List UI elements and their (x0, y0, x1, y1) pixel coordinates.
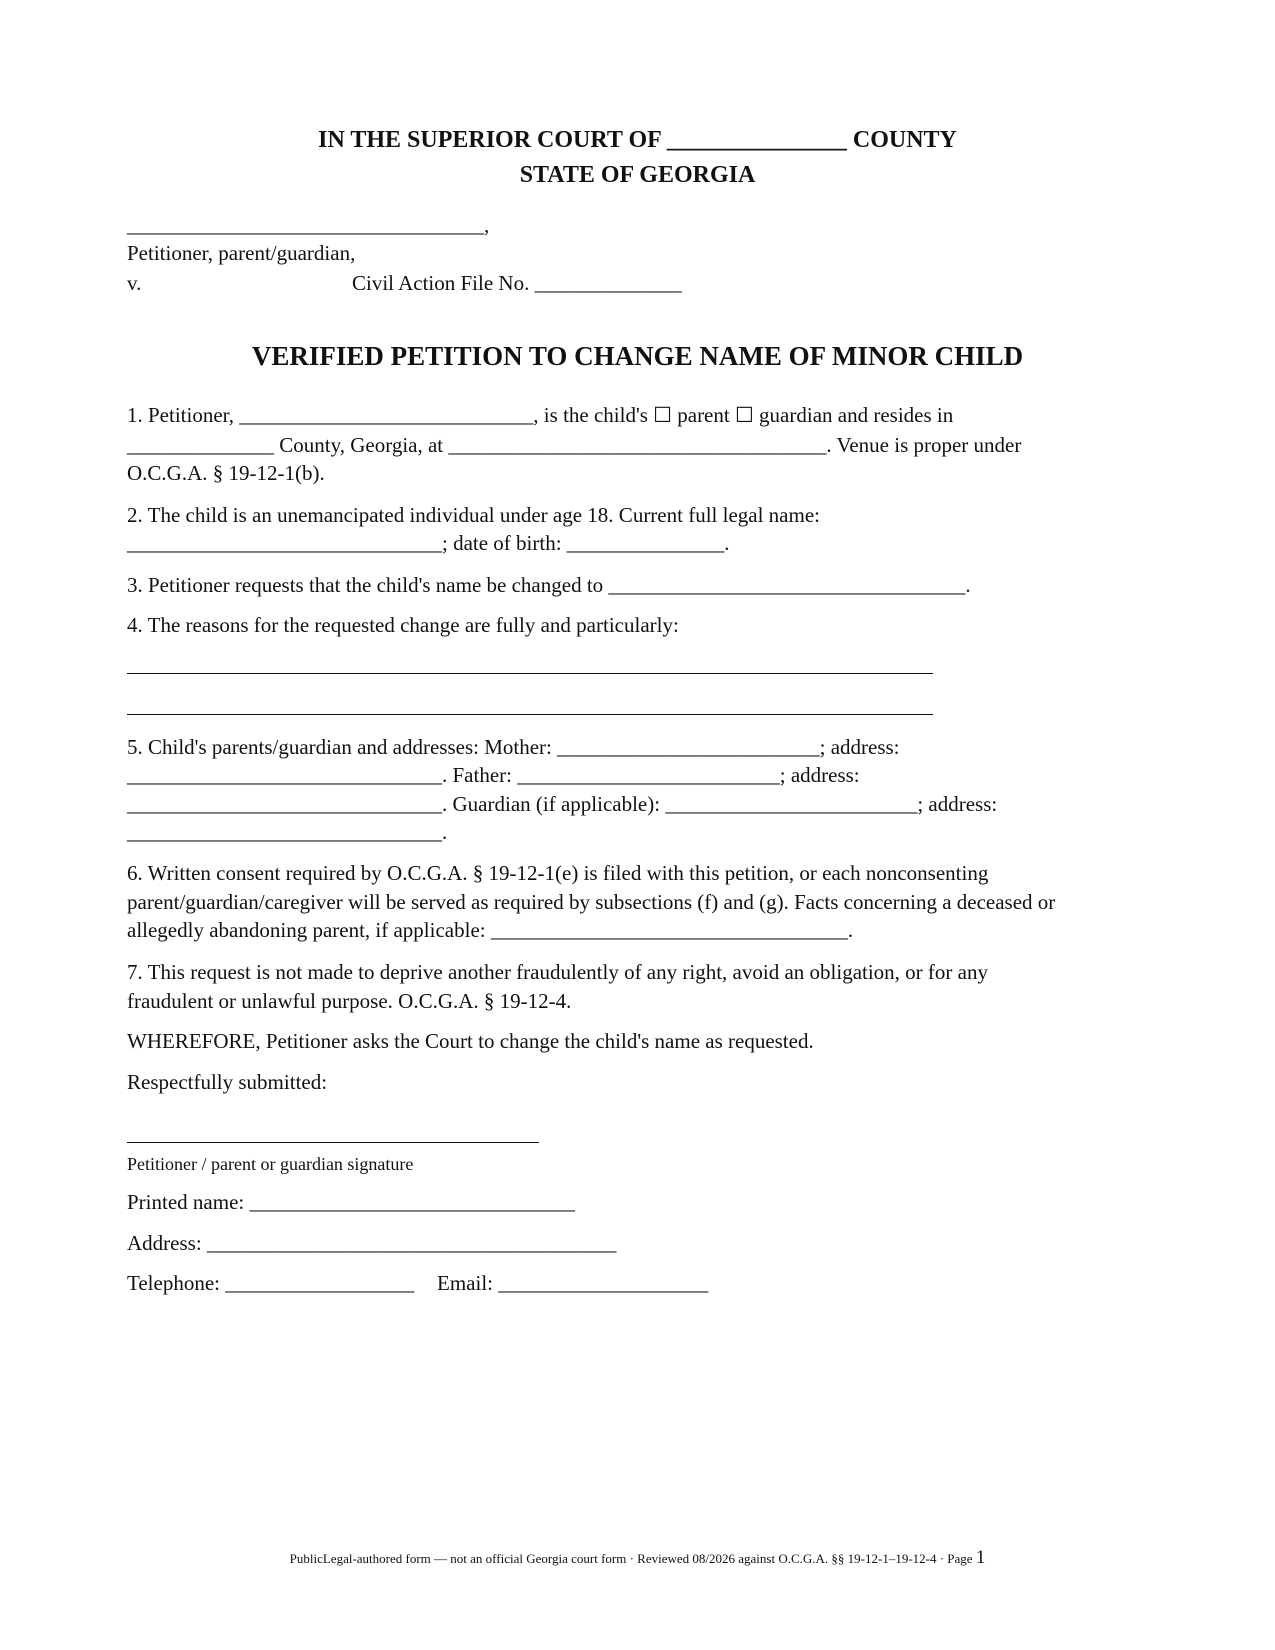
civil-action-file-no[interactable]: Civil Action File No. ______________ (352, 271, 682, 295)
para1-line3: O.C.G.A. § 19-12-1(b). (127, 461, 325, 485)
para5-line4[interactable]: ______________________________. (127, 820, 448, 844)
para3[interactable]: 3. Petitioner requests that the child's name be changed to __________________________________. (127, 573, 971, 597)
para4: 4. The reasons for the requested change are fully and particularly: (127, 613, 679, 637)
state-heading: STATE OF GEORGIA (519, 162, 756, 188)
telephone-field[interactable]: Telephone: __________________ (127, 1271, 415, 1295)
printed-name-field[interactable]: Printed name: _______________________________ (127, 1190, 575, 1214)
signature-label: Petitioner / parent or guardian signature (127, 1154, 414, 1174)
email-field[interactable]: Email: ____________________ (437, 1271, 709, 1295)
signature-line[interactable] (127, 1142, 539, 1143)
para5-line3[interactable]: ______________________________. Guardian (if applicable): ________________________; address: (127, 792, 998, 816)
petitioner-label: Petitioner, parent/guardian, (127, 241, 356, 265)
para7-line2: fraudulent or unlawful purpose. O.C.G.A. § 19-12-4. (127, 989, 572, 1013)
para7-line1: 7. This request is not made to deprive another fraudulently of any right, avoid an obligation, or for any (127, 960, 988, 984)
para2-line2[interactable]: ______________________________; date of birth: _______________. (127, 531, 730, 555)
address-field[interactable]: Address: _______________________________________ (127, 1231, 617, 1255)
para1-line1[interactable]: 1. Petitioner, ____________________________, is the child's ☐ parent ☐ guardian and resides in (127, 403, 954, 427)
document-title: VERIFIED PETITION TO CHANGE NAME OF MINOR CHILD (251, 341, 1024, 371)
para5-line1[interactable]: 5. Child's parents/guardian and addresses: Mother: _________________________; address: (127, 735, 900, 759)
para2-line1: 2. The child is an unemancipated individual under age 18. Current full legal name: (127, 503, 820, 527)
page-footer (0, 1547, 1275, 1569)
para1-line2[interactable]: ______________ County, Georgia, at ____________________________________. Venue is proper under (127, 433, 1022, 457)
reasons-line-1[interactable] (127, 673, 933, 674)
versus-label: v. (127, 271, 142, 295)
wherefore-clause: WHEREFORE, Petitioner asks the Court to change the child's name as requested. (127, 1029, 814, 1053)
para6-line3[interactable]: allegedly abandoning parent, if applicable: __________________________________. (127, 918, 854, 942)
court-heading: IN THE SUPERIOR COURT OF _______________ COUNTY (318, 127, 957, 153)
petitioner-name-blank[interactable]: __________________________________, (127, 213, 490, 237)
para5-line2[interactable]: ______________________________. Father: _________________________; address: (127, 763, 860, 787)
respectfully-submitted: Respectfully submitted: (127, 1070, 328, 1094)
para6-line1: 6. Written consent required by O.C.G.A. § 19-12-1(e) is filed with this petition, or each nonconsenting (127, 861, 989, 885)
page-number: 1 (975, 1547, 986, 1568)
para6-line2: parent/guardian/caregiver will be served as required by subsections (f) and (g). Facts concerning a deceased or (127, 890, 1056, 914)
reasons-line-2[interactable] (127, 714, 933, 715)
footer-text: PublicLegal-authored form — not an official Georgia court form · Reviewed 08/2026 against O.C.G.A. §§ 19-12-1–19-12-4 · Page (289, 1551, 973, 1566)
